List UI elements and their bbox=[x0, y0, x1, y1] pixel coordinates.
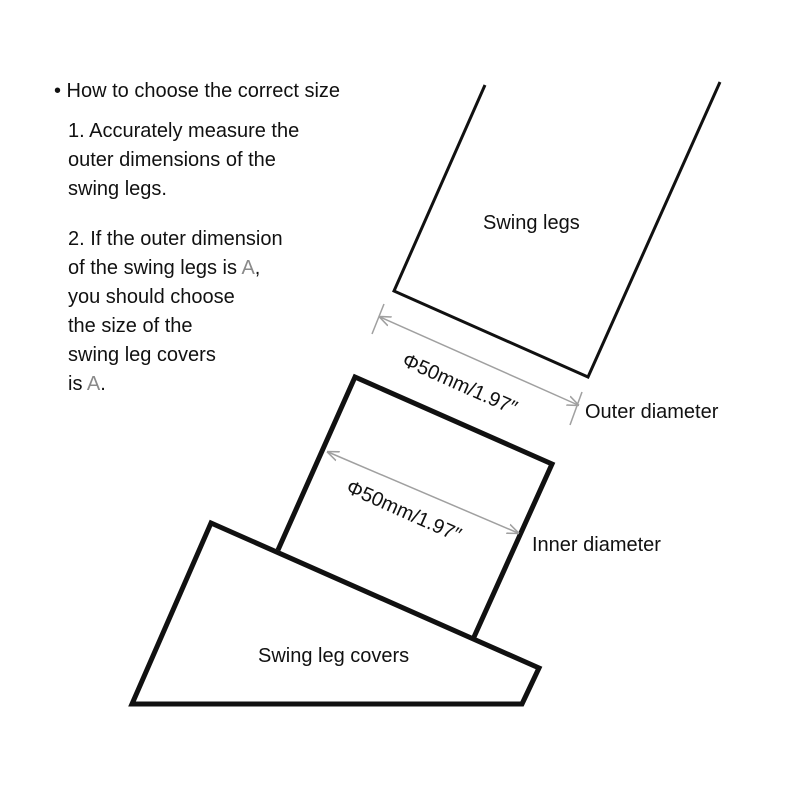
size-variable-a: A bbox=[241, 257, 255, 279]
outer-extension-right bbox=[570, 392, 582, 425]
swing-legs-label: Swing legs bbox=[483, 212, 580, 234]
step2-line2-suffix: , bbox=[254, 257, 261, 279]
instructions-heading: • How to choose the correct size bbox=[54, 80, 341, 102]
step2-line1: 2. If the outer dimension bbox=[68, 228, 283, 250]
outer-measure-text: Φ50mm/1.97″ bbox=[398, 349, 521, 420]
step2-line3: you should choose bbox=[68, 286, 235, 308]
step2-line6-suffix: . bbox=[100, 373, 106, 395]
inner-diameter-label: Inner diameter bbox=[532, 534, 661, 556]
step2-line2-prefix: of the swing legs is bbox=[68, 257, 242, 279]
cover-base-shape bbox=[132, 523, 539, 704]
inner-measure-text: Φ50mm/1.97″ bbox=[342, 476, 465, 547]
outer-extension-left bbox=[372, 304, 384, 334]
step1-line1: 1. Accurately measure the bbox=[68, 120, 300, 142]
cover-base-outline bbox=[132, 523, 539, 704]
size-variable-a-2: A bbox=[86, 373, 101, 395]
step2-line5: swing leg covers bbox=[68, 344, 216, 366]
step1-line3: swing legs. bbox=[68, 178, 167, 200]
step2-line4: the size of the bbox=[68, 315, 193, 337]
step2-line6-prefix: is bbox=[68, 373, 87, 395]
step1-line2: outer dimensions of the bbox=[68, 149, 276, 171]
swing-leg-covers-label: Swing leg covers bbox=[258, 645, 410, 667]
outer-diameter-label: Outer diameter bbox=[585, 401, 719, 423]
